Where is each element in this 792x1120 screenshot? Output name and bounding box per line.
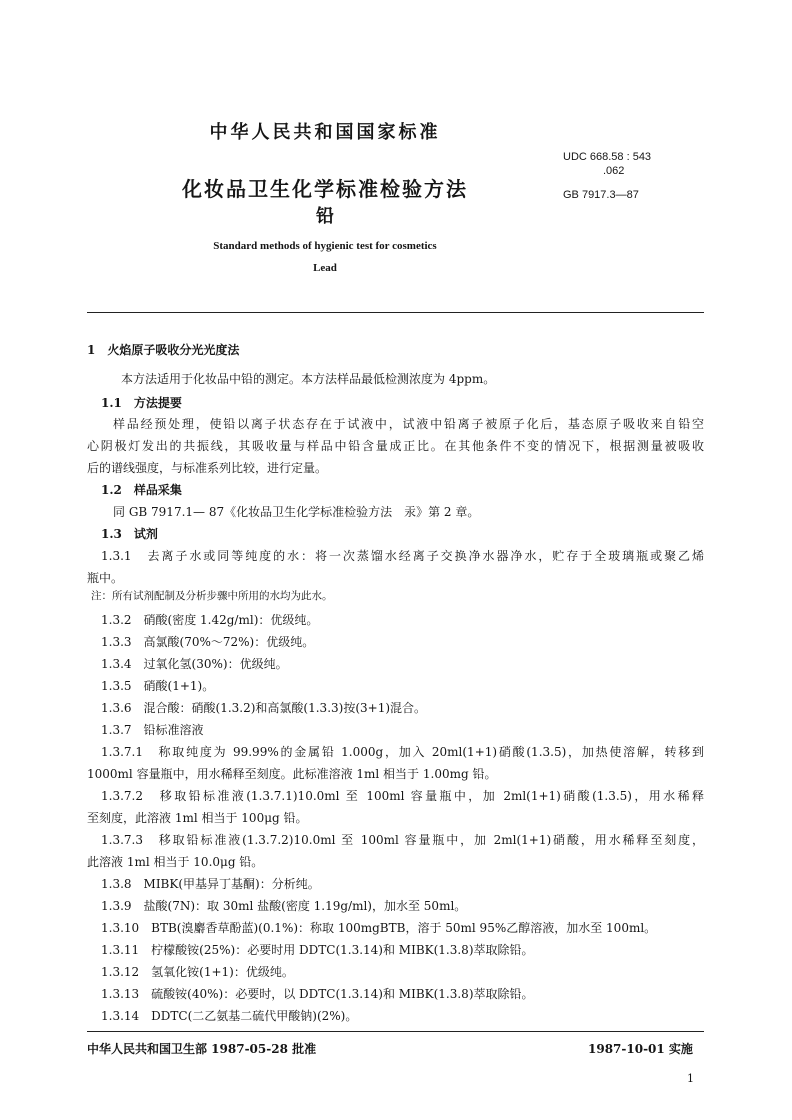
header-divider: [87, 312, 704, 313]
section-heading-1-2: 1.2 样品采集: [101, 483, 182, 497]
english-title: Standard methods of hygienic test for cosmetics: [213, 240, 437, 252]
paragraph-line: 本方法适用于化妆品中铅的测定。本方法样品最低检测浓度为 4ppm。: [121, 372, 496, 386]
document-title: 化妆品卫生化学标准检验方法: [182, 177, 468, 201]
paragraph-line: 瓶中。: [87, 571, 124, 585]
note-line: 注：所有试剂配制及分析步骤中所用的水均为此水。: [91, 590, 333, 602]
paragraph-line: 1.3.12 氢氧化铵(1+1)：优级纯。: [101, 965, 294, 979]
document-subtitle: 铅: [316, 206, 334, 227]
paragraph-line: 1.3.14 DDTC(二乙氨基二硫代甲酸钠)(2%)。: [101, 1009, 358, 1023]
paragraph-line: 1.3.9 盐酸(7N)：取 30ml 盐酸(密度 1.19g/ml)，加水至 50ml。: [101, 899, 467, 913]
paragraph-line: 1.3.6 混合酸：硝酸(1.3.2)和高氯酸(1.3.3)按(3+1)混合。: [101, 701, 427, 715]
paragraph-line: 心阴极灯发出的共振线，其吸收量与样品中铅含量成正比。在其他条件不变的情况下，根据测量被吸收: [87, 439, 704, 453]
paragraph-line: 1.3.3 高氯酸(70%～72%)：优级纯。: [101, 635, 315, 649]
udc-code-line2: .062: [603, 165, 625, 177]
section-heading-1-3: 1.3 试剂: [101, 527, 158, 541]
paragraph-line: 1.3.7.1 称取纯度为 99.99%的金属铅 1.000g，加入 20ml(1+1)硝酸(1.3.5)，加热使溶解，转移到: [101, 745, 704, 759]
gb-number: GB 7917.3—87: [563, 189, 639, 201]
english-subtitle: Lead: [313, 262, 337, 274]
paragraph-line: 1.3.2 硝酸(密度 1.42g/ml)：优级纯。: [101, 613, 319, 627]
paragraph-line: 样品经预处理，使铅以离子状态存在于试液中，试液中铅离子被原子化后，基态原子吸收来自铅空: [113, 417, 704, 431]
paragraph-line: 1.3.4 过氧化氢(30%)：优级纯。: [101, 657, 288, 671]
udc-code-line1: UDC 668.58 : 543: [563, 151, 652, 163]
paragraph-line: 1.3.11 柠檬酸铵(25%)：必要时用 DDTC(1.3.14)和 MIBK(1.3.8)萃取除铅。: [101, 943, 534, 957]
footer-divider: [87, 1031, 704, 1032]
paragraph-line: 1.3.8 MIBK(甲基异丁基酮)：分析纯。: [101, 877, 320, 891]
paragraph-line: 1.3.10 BTB(溴麝香草酚蓝)(0.1%)：称取 100mgBTB，溶于 50ml 95%乙醇溶液，加水至 100ml。: [101, 921, 657, 935]
implementation-date: 1987-10-01 实施: [588, 1042, 693, 1056]
section-heading-1-1: 1.1 方法提要: [101, 396, 182, 410]
paragraph-line: 此溶液 1ml 相当于 10.0μg 铅。: [87, 855, 264, 869]
paragraph-line: 1.3.5 硝酸(1+1)。: [101, 679, 215, 693]
paragraph-line: 至刻度，此溶液 1ml 相当于 100μg 铅。: [87, 811, 308, 825]
section-heading-1: 1 火焰原子吸收分光光度法: [87, 343, 240, 357]
paragraph-line: 同 GB 7917.1— 87《化妆品卫生化学标准检验方法 汞》第 2 章。: [113, 505, 480, 519]
approval-text: 中华人民共和国卫生部 1987-05-28 批准: [87, 1042, 317, 1056]
paragraph-line: 1000ml 容量瓶中，用水稀释至刻度。此标准溶液 1ml 相当于 1.00mg 铅。: [87, 767, 497, 781]
national-standard-heading: 中华人民共和国国家标准: [209, 122, 441, 143]
paragraph-line: 1.3.7.2 移取铅标准液(1.3.7.1)10.0ml 至 100ml 容量瓶中，加 2ml(1+1)硝酸(1.3.5)，用水稀释: [101, 789, 704, 803]
paragraph-line: 1.3.7.3 移取铅标准液(1.3.7.2)10.0ml 至 100ml 容量瓶中，加 2ml(1+1)硝酸，用水稀释至刻度，: [101, 833, 704, 847]
paragraph-line: 1.3.1 去离子水或同等纯度的水：将一次蒸馏水经离子交换净水器净水，贮存于全玻璃瓶或聚乙烯: [101, 549, 704, 563]
paragraph-line: 1.3.7 铅标准溶液: [101, 723, 204, 737]
page-number: 1: [687, 1072, 694, 1085]
paragraph-line: 1.3.13 硫酸铵(40%)：必要时，以 DDTC(1.3.14)和 MIBK(1.3.8)萃取除铅。: [101, 987, 534, 1001]
paragraph-line: 后的谱线强度，与标准系列比较，进行定量。: [87, 461, 328, 475]
